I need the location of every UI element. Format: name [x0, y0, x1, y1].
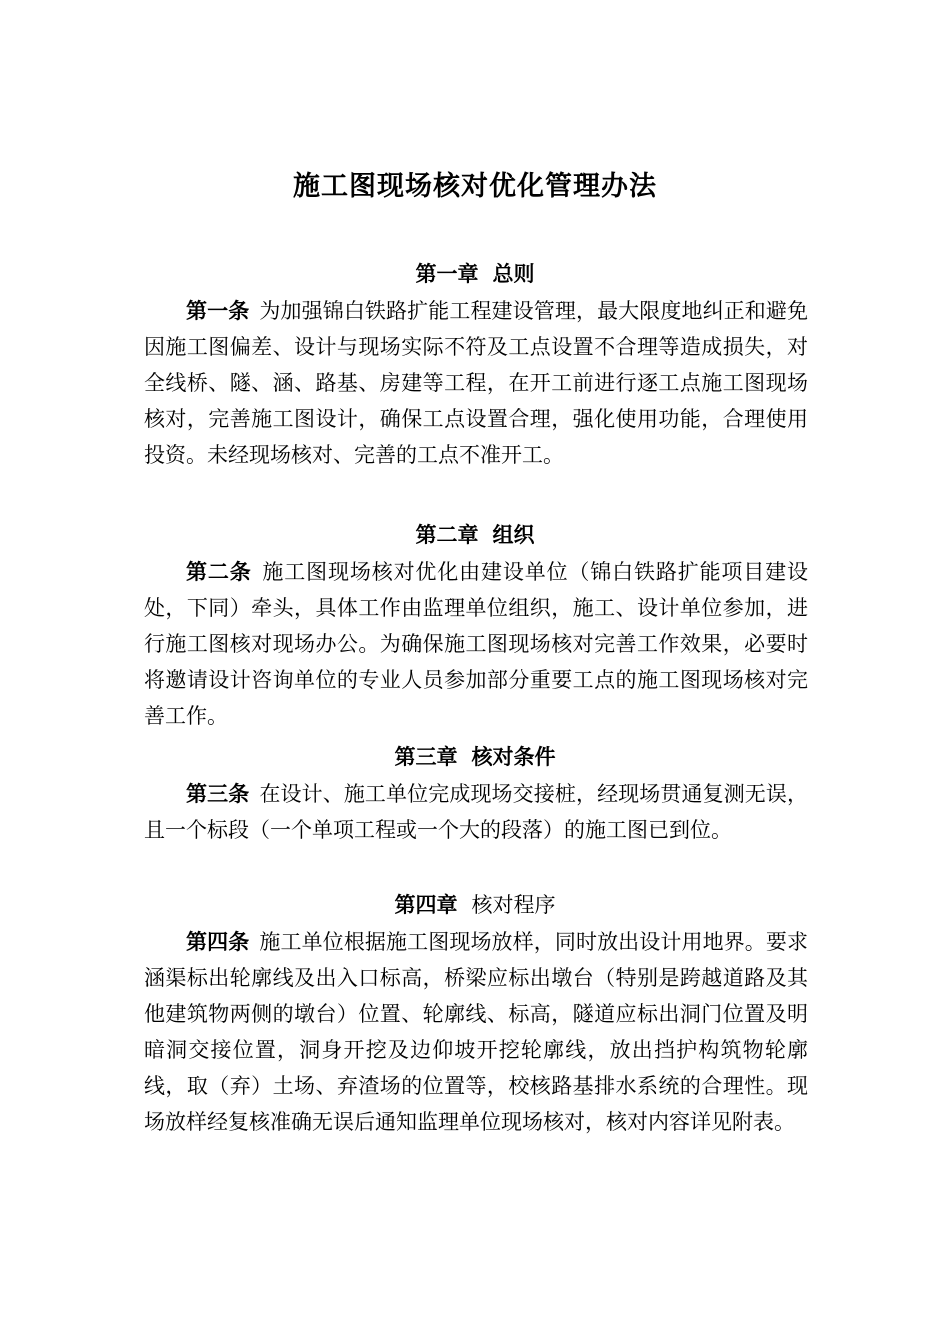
chapter-number: 第四章 — [394, 892, 458, 917]
article-text: 在设计、施工单位完成现场交接桩，经现场贯通复测无误，且一个标段（一个单项工程或一个大的段落）的施工图已到位。 — [144, 782, 808, 842]
article-text: 施工图现场核对优化由建设单位（锦白铁路扩能项目建设处，下同）牵头，具体工作由监理单位组织，施工、设计单位参加，进行施工图核对现场办公。为确保施工图现场核对完善工作效果，必要时将邀请设计咨询单位的专业人员参加部分重要工点的施工图现场核对完善工作。 — [144, 560, 809, 728]
chapter-name: 核对条件 — [471, 744, 556, 769]
chapter-name: 总则 — [492, 261, 535, 286]
article-label: 第二条 — [186, 559, 252, 584]
article-1 — [144, 293, 808, 473]
article-4 — [144, 924, 808, 1140]
chapter-name: 组织 — [492, 522, 535, 547]
document-title: 施工图现场核对优化管理办法 — [293, 171, 657, 202]
chapter-heading-3 — [0, 740, 950, 774]
chapter-heading-1 — [0, 257, 950, 291]
chapter-heading-2 — [0, 518, 950, 552]
chapter-number: 第二章 — [415, 522, 479, 547]
chapter-number: 第一章 — [415, 261, 479, 286]
article-text: 施工单位根据施工图现场放样，同时放出设计用地界。要求涵渠标出轮廓线及出入口标高，桥梁应标出墩台（特别是跨越道路及其他建筑物两侧的墩台）位置、轮廓线、标高，隧道应标出洞门位置及明暗洞交接位置，洞身开挖及边仰坡开挖轮廓线，放出挡护构筑物轮廓线，取（弃）土场、弃渣场的位置等，校核路基排水系统的合理性。现场放样经复核准确无误后通知监理单位现场核对，核对内容详见附表。 — [144, 930, 808, 1134]
article-label: 第一条 — [186, 298, 250, 323]
chapter-name: 核对程序 — [471, 893, 556, 917]
article-3 — [144, 776, 808, 848]
article-text: 为加强锦白铁路扩能工程建设管理，最大限度地纠正和避免因施工图偏差、设计与现场实际不符及工点设置不合理等造成损失，对全线桥、隧、涵、路基、房建等工程，在开工前进行逐工点施工图现场核对，完善施工图设计，确保工点设置合理，强化使用功能，合理使用投资。未经现场核对、完善的工点不准开工。 — [144, 299, 808, 467]
article-2 — [144, 554, 808, 734]
article-label: 第四条 — [186, 929, 250, 954]
chapter-number: 第三章 — [394, 744, 458, 769]
article-label: 第三条 — [186, 781, 250, 806]
chapter-heading-4 — [0, 888, 950, 922]
